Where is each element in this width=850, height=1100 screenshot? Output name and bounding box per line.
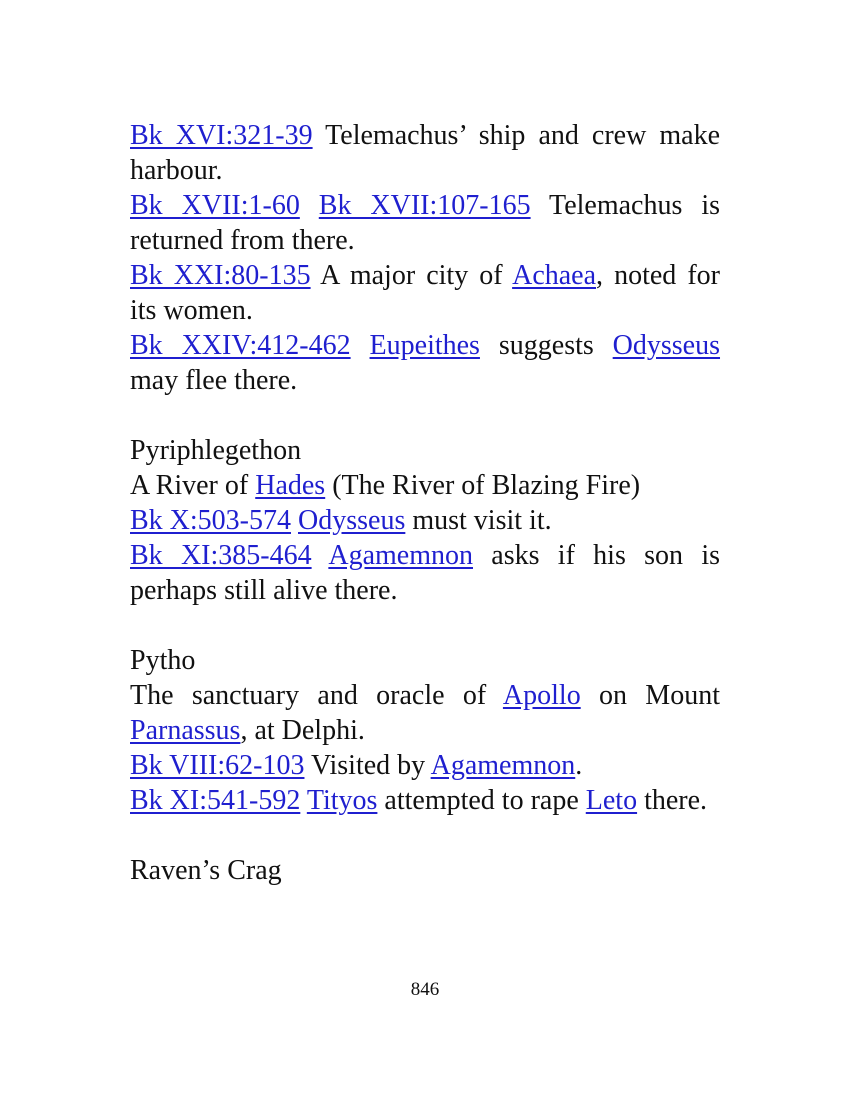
paragraph-text: A River of xyxy=(130,470,256,501)
cross-reference-link[interactable]: Bk X:503-574 xyxy=(130,505,291,536)
paragraph-text: , at Delphi. xyxy=(240,715,365,746)
paragraph-text: Visited by xyxy=(304,750,431,781)
cross-reference-link[interactable]: Parnassus xyxy=(130,715,241,746)
paragraph-text: The sanctuary and oracle of xyxy=(130,680,503,711)
paragraph-text: must visit it. xyxy=(405,505,552,536)
paragraph-text: suggests xyxy=(479,330,613,361)
cross-reference-link[interactable]: Bk XXI:80-135 xyxy=(130,260,311,291)
paragraph-text: there. xyxy=(637,785,708,816)
paragraph-text: on Mount xyxy=(580,680,720,711)
entry-paragraph xyxy=(130,188,720,258)
paragraph-text: asks if his son is perhaps still alive there. xyxy=(130,540,720,606)
paragraph-text: attempted to rape xyxy=(377,785,586,816)
paragraph-text: , noted for its women. xyxy=(130,260,720,326)
paragraph-text xyxy=(291,505,298,536)
cross-reference-link[interactable]: Tityos xyxy=(306,785,378,816)
entry-title: Pyriphlegethon xyxy=(130,435,302,466)
entry-paragraph xyxy=(130,468,720,503)
cross-reference-link[interactable]: Leto xyxy=(585,785,638,816)
cross-reference-link[interactable]: Bk VIII:62-103 xyxy=(130,750,305,781)
cross-reference-link[interactable]: Bk XXIV:412-462 xyxy=(130,330,351,361)
cross-reference-link[interactable]: Odysseus xyxy=(612,330,721,361)
entry-section xyxy=(130,118,720,398)
paragraph-text xyxy=(300,190,319,221)
cross-reference-link[interactable]: Achaea xyxy=(512,260,597,291)
entry-spacer xyxy=(130,818,720,853)
cross-reference-link[interactable]: Odysseus xyxy=(298,505,406,536)
cross-reference-link[interactable]: Bk XVII:1-60 xyxy=(130,190,300,221)
cross-reference-link[interactable]: Bk XVI:321-39 xyxy=(130,120,313,151)
entry-paragraph xyxy=(130,783,720,818)
document-body xyxy=(130,118,720,888)
entry-paragraph xyxy=(130,748,720,783)
cross-reference-link[interactable]: Bk XI:541-592 xyxy=(130,785,301,816)
entry-section xyxy=(130,853,720,888)
entry-paragraph xyxy=(130,258,720,328)
paragraph-text: may flee there. xyxy=(130,365,298,396)
entry-paragraph xyxy=(130,678,720,748)
entry-paragraph xyxy=(130,503,720,538)
cross-reference-link[interactable]: Hades xyxy=(255,470,326,501)
entry-spacer xyxy=(130,398,720,433)
paragraph-text: A major city of xyxy=(310,260,513,291)
entry-spacer xyxy=(130,608,720,643)
cross-reference-link[interactable]: Agamemnon xyxy=(430,750,576,781)
paragraph-text: Telemachus’ ship and crew make harbour. xyxy=(130,120,720,186)
entry-section xyxy=(130,643,720,818)
cross-reference-link[interactable]: Bk XVII:107-165 xyxy=(318,190,531,221)
paragraph-text: (The River of Blazing Fire) xyxy=(325,470,641,501)
entry-paragraph xyxy=(130,538,720,608)
cross-reference-link[interactable]: Eupeithes xyxy=(369,330,480,361)
paragraph-text: Telemachus is returned from there. xyxy=(130,190,720,256)
cross-reference-link[interactable]: Bk XI:385-464 xyxy=(130,540,312,571)
entry-title: Pytho xyxy=(130,645,196,676)
entry-section xyxy=(130,433,720,608)
cross-reference-link[interactable]: Apollo xyxy=(502,680,581,711)
paragraph-text xyxy=(312,540,329,571)
entry-paragraph xyxy=(130,118,720,188)
cross-reference-link[interactable]: Agamemnon xyxy=(328,540,473,571)
entry-paragraph xyxy=(130,328,720,398)
paragraph-text xyxy=(351,330,370,361)
page-number: 846 xyxy=(410,979,440,1000)
entry-title: Raven’s Crag xyxy=(130,855,282,886)
paragraph-text: . xyxy=(575,750,583,781)
